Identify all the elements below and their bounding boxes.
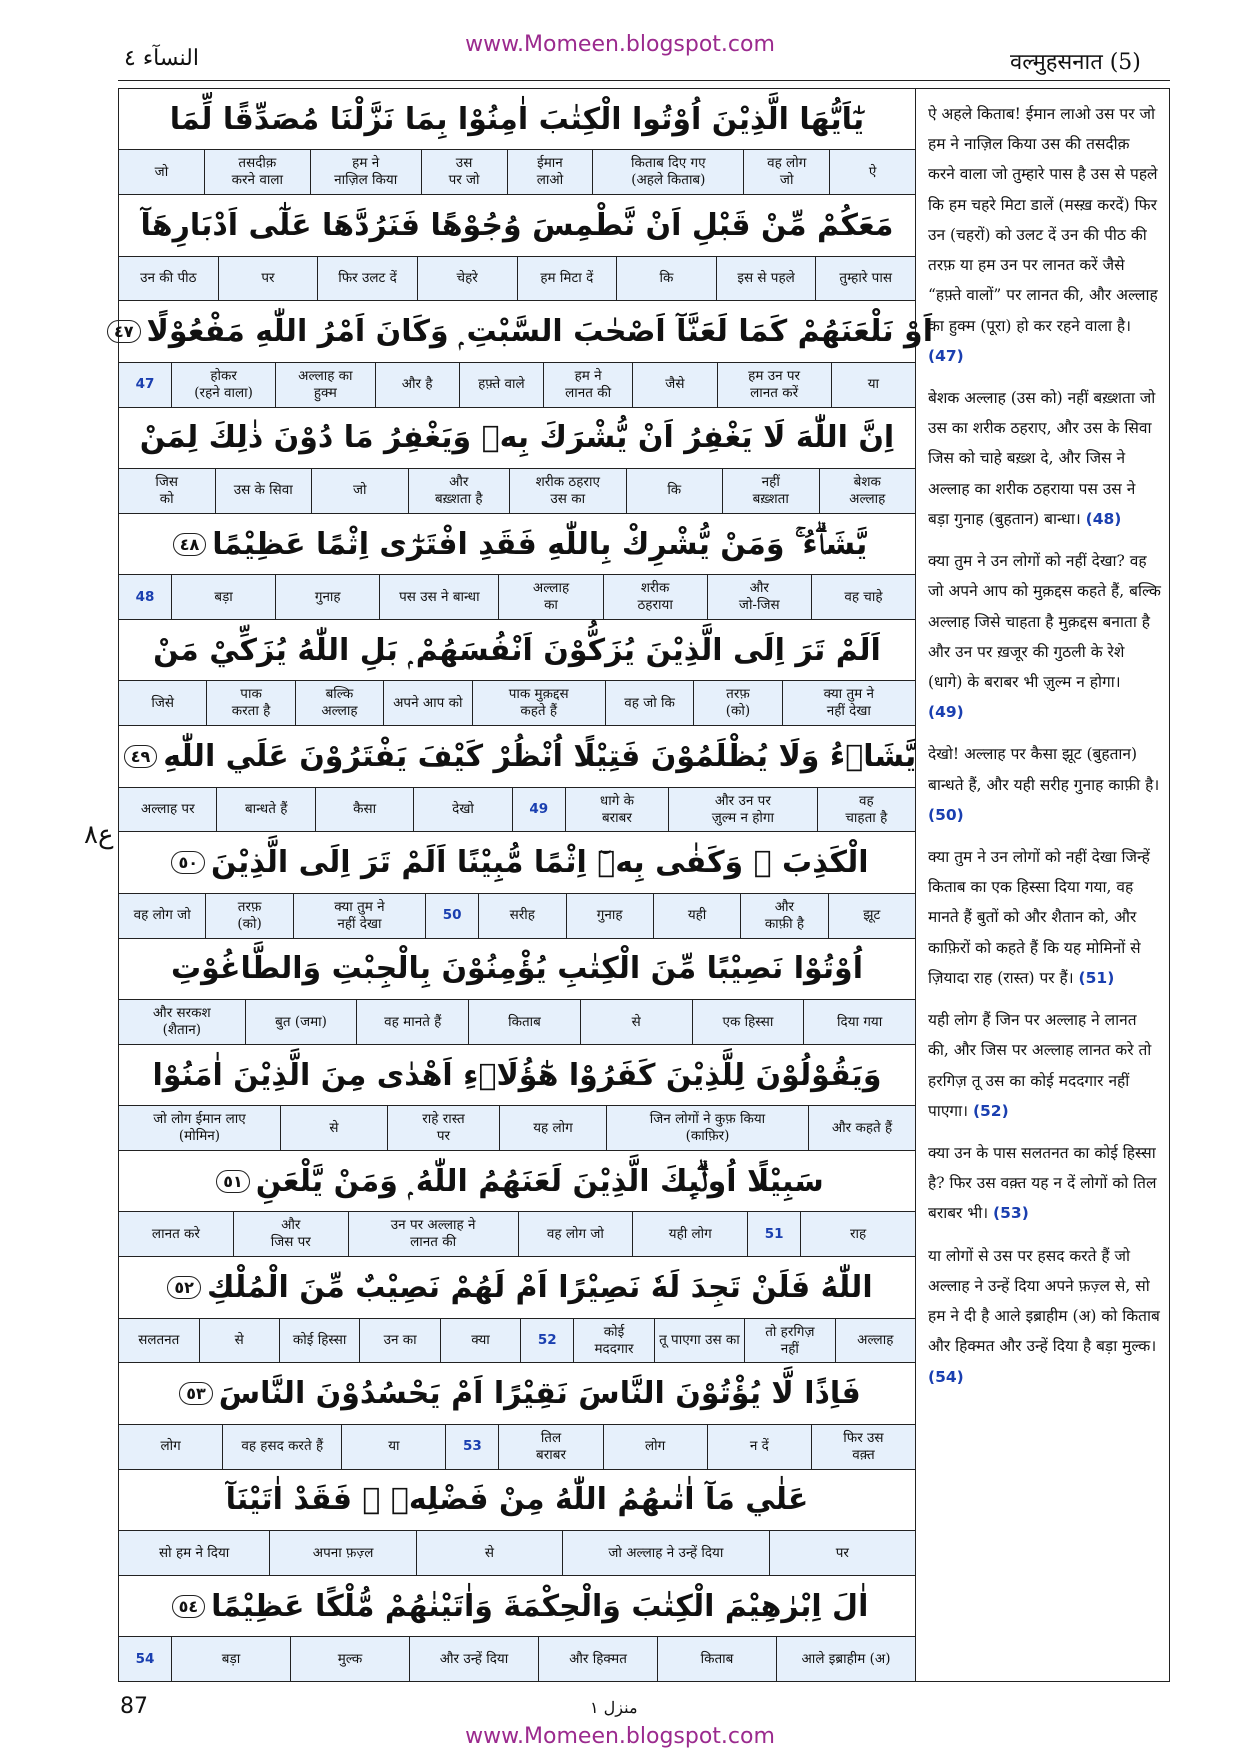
meaning-cell: वह हसद करते हैं xyxy=(222,1425,341,1469)
meaning-cell: और सरकश (शैतान) xyxy=(152,1005,211,1038)
meaning-cell: इस से पहले xyxy=(716,257,816,301)
page-number: 87 xyxy=(120,1694,148,1719)
meaning-cell: जो लोग ईमान लाए (मोमिन) xyxy=(153,1111,246,1145)
translation-paragraph xyxy=(928,1005,1161,1126)
meaning-cell: उस पर जो xyxy=(421,150,507,194)
meaning-cell: अल्लाह का xyxy=(498,575,602,619)
meaning-cell: किताब xyxy=(657,1637,776,1681)
arabic-line xyxy=(119,620,915,681)
arabic-line xyxy=(119,514,915,575)
arabic-line xyxy=(119,1470,915,1531)
meaning-cell: और कहते हैं xyxy=(808,1106,915,1150)
meaning-row xyxy=(119,1106,915,1151)
verse-number: (48) xyxy=(1085,509,1122,528)
arabic-line xyxy=(119,1257,915,1318)
meaning-cell: सरीह xyxy=(478,894,565,938)
meaning-cell: किताब xyxy=(468,1000,580,1044)
translation-paragraph xyxy=(928,842,1161,993)
arabic-line xyxy=(119,1045,915,1106)
meaning-cell: तरफ़ (को) xyxy=(205,894,292,938)
meaning-cell: तो हरगिज़ नहीं xyxy=(744,1319,834,1363)
ayah-marker: ٥٢ xyxy=(167,1276,201,1299)
meaning-cell: वह लोग जो xyxy=(743,150,829,194)
arabic-line xyxy=(119,832,915,893)
ayah-marker: ٥٤ xyxy=(172,1595,206,1618)
meaning-cell: बेशक अल्लाह xyxy=(819,469,916,513)
arabic-text: اَوْ نَلْعَنَهُمْ كَمَا لَعَنَّآ اَصْحٰبَ السَّبْتِ ۭ وَكَانَ اَمْرُ اللّٰهِ مَفْعُوْلًا xyxy=(146,314,933,350)
meaning-cell: पर xyxy=(218,257,318,301)
arabic-text: الْكَذِبَ ۭ وَكَفٰى بِهٖٓ اِثْمًا مُّبِيْنًا اَلَمْ تَرَ اِلَى الَّذِيْنَ xyxy=(211,845,869,881)
meaning-cell: और उन्हें दिया xyxy=(409,1637,538,1681)
word-by-word-grid xyxy=(114,88,933,1682)
meaning-cell: लानत करे xyxy=(151,1225,200,1242)
meaning-cell: आले इब्राहीम (अ) xyxy=(776,1637,915,1681)
manzil-label: منزل ١ xyxy=(590,1698,638,1717)
meaning-cell: क्या तुम ने नहीं देखा xyxy=(293,894,425,938)
arabic-text: يَّشَاۗءُ ۚ وَمَنْ يُّشْرِكْ بِاللّٰهِ فَقَدِ افْتَرٰٓى اِثْمًا عَظِيْمًا xyxy=(212,526,868,562)
ruku-mark: ع٨ xyxy=(84,820,114,850)
meaning-cell: जैसे xyxy=(632,363,716,407)
verse-number: (53) xyxy=(993,1204,1029,1223)
meaning-cell: शरीक ठहराया xyxy=(603,575,707,619)
ayah-number-cell: 54 xyxy=(135,1650,155,1667)
ayah-marker: ٤٩ xyxy=(124,745,158,768)
meaning-row xyxy=(119,788,915,833)
ayah-marker: ٥٣ xyxy=(179,1382,213,1405)
meaning-cell: और जो-जिस xyxy=(707,575,811,619)
arabic-line xyxy=(119,1363,915,1424)
meaning-cell: उस के सिवा xyxy=(215,469,312,513)
meaning-cell: बड़ा xyxy=(171,575,275,619)
meaning-cell: कि xyxy=(626,469,723,513)
translation-column xyxy=(916,88,1170,1682)
meaning-cell: और उन पर ज़ुल्म न होगा xyxy=(668,788,816,832)
meaning-cell: फिर उलट दें xyxy=(317,257,417,301)
meaning-cell: यह लोग xyxy=(499,1106,606,1150)
ayah-marker: ٥١ xyxy=(216,1170,250,1193)
meaning-row xyxy=(119,894,915,939)
meaning-cell: हम ने नाज़िल किया xyxy=(310,150,421,194)
meaning-cell: शरीक ठहराए उस का xyxy=(509,469,626,513)
meaning-cell: अपने आप को xyxy=(383,681,471,725)
translation-paragraph xyxy=(928,99,1161,371)
meaning-cell: पर xyxy=(769,1531,915,1575)
arabic-line xyxy=(119,1576,915,1637)
meaning-cell: वह चाहता है xyxy=(817,788,915,832)
meaning-cell: एक हिस्सा xyxy=(692,1000,804,1044)
arabic-text: سَبِيْلًا اُولٰۗىِٕكَ الَّذِيْنَ لَعَنَهُمُ اللّٰهُ ۭ وَمَنْ يَّلْعَنِ xyxy=(255,1163,824,1199)
meaning-cell: हम उन पर लानत करें xyxy=(717,363,831,407)
ayah-number-cell: 51 xyxy=(747,1212,800,1256)
header-url: www.Momeen.blogspot.com xyxy=(465,32,775,57)
arabic-text: وَيَقُوْلُوْنَ لِلَّذِيْنَ كَفَرُوْا هٰٓؤُلَاۗءِ اَهْدٰى مِنَ الَّذِيْنَ اٰمَنُوْا xyxy=(152,1057,882,1093)
juz-title: वल्मुहसनात (5) xyxy=(1010,50,1141,75)
arabic-line xyxy=(119,726,915,787)
meaning-row xyxy=(119,575,915,620)
meaning-cell: धागे के बराबर xyxy=(565,788,668,832)
arabic-line xyxy=(119,1151,915,1212)
ayah-number-cell: 48 xyxy=(135,588,155,605)
meaning-cell: हम मिटा दें xyxy=(517,257,617,301)
meaning-cell: कोई मददगार xyxy=(573,1319,653,1363)
meaning-row xyxy=(119,1425,915,1470)
arabic-text: اَلَمْ تَرَ اِلَى الَّذِيْنَ يُزَكُّوْنَ اَنْفُسَھُمْ ۭ بَلِ اللّٰهُ يُزَكِّيْ مَنْ xyxy=(153,632,881,668)
verse-number: (54) xyxy=(928,1367,964,1386)
ayah-number-cell: 50 xyxy=(425,894,478,938)
meaning-cell: जिसे xyxy=(151,694,174,711)
meaning-cell: यही xyxy=(653,894,740,938)
meaning-cell: वह लोग जो xyxy=(133,907,191,924)
meaning-cell: फिर उस वक़्त xyxy=(811,1425,915,1469)
meaning-row xyxy=(119,363,915,408)
meaning-cell: पाक मुक़द्दस कहते हैं xyxy=(472,681,605,725)
meaning-cell: ऐ xyxy=(829,150,915,194)
verse-number: (51) xyxy=(1078,968,1115,987)
meaning-cell: और है xyxy=(375,363,459,407)
meaning-cell: बुत (जमा) xyxy=(245,1000,357,1044)
meaning-cell: और जिस पर xyxy=(233,1212,348,1256)
meaning-cell: से xyxy=(280,1106,387,1150)
ayah-number-cell: 47 xyxy=(135,376,155,393)
meaning-cell: वह जो कि xyxy=(605,681,693,725)
arabic-text: اُوْتُوْا نَصِيْبًا مِّنَ الْكِتٰبِ يُؤْمِنُوْنَ بِالْجِبْتِ وَالطَّاغُوْتِ xyxy=(171,951,863,987)
meaning-cell: जो xyxy=(311,469,408,513)
translation-text: यही लोग हैं जिन पर अल्लाह ने लानत की, और जिस पर अल्लाह लानत करे तो हरगिज़ तू उस का कोई मददगार नहीं पाएगा। xyxy=(928,1011,1152,1120)
meaning-cell: ईमान लाओ xyxy=(507,150,593,194)
meaning-cell: कैसा xyxy=(315,788,413,832)
arabic-text: اِنَّ اللّٰهَ لَا يَغْفِرُ اَنْ يُّشْرَكَ بِهٖ وَيَغْفِرُ مَا دُوْنَ ذٰلِكَ لِمَنْ xyxy=(139,420,895,456)
translation-paragraph xyxy=(928,546,1161,727)
meaning-cell: कि xyxy=(616,257,716,301)
arabic-text: مَعَكُمْ مِّنْ قَبْلِ اَنْ نَّطْمِسَ وُجُوْهًا فَنَرُدَّهَا عَلٰٓى اَدْبَارِهَآ xyxy=(140,207,894,243)
meaning-cell: अल्लाह पर xyxy=(140,801,195,818)
meaning-cell: अपना फ़ज़्ल xyxy=(269,1531,415,1575)
meaning-cell: लोग xyxy=(603,1425,707,1469)
meaning-row xyxy=(119,1212,915,1257)
meaning-row xyxy=(119,150,915,195)
translation-text: देखो! अल्लाह पर कैसा झूट (बुहतान) बान्धते हैं, और यही सरीह गुनाह काफ़ी है। xyxy=(928,745,1160,794)
meaning-cell: वह लोग जो xyxy=(518,1212,633,1256)
meaning-cell: पाक करता है xyxy=(206,681,294,725)
meaning-cell: वह चाहे xyxy=(811,575,915,619)
ayah-number-cell: 53 xyxy=(445,1425,498,1469)
meaning-cell: या xyxy=(341,1425,445,1469)
arabic-line xyxy=(119,195,915,256)
meaning-cell: राह xyxy=(800,1212,915,1256)
meaning-cell: जिस को xyxy=(155,474,179,507)
header-rule xyxy=(118,80,1170,81)
arabic-text: اللّٰهُ فَلَنْ تَجِدَ لَهٗ نَصِيْرًا اَمْ لَھُمْ نَصِيْبٌ مِّنَ الْمُلْكِ xyxy=(206,1269,873,1305)
meaning-cell: यही लोग xyxy=(632,1212,747,1256)
meaning-cell: उन की पीठ xyxy=(140,270,197,287)
ayah-number-cell: 49 xyxy=(512,788,565,832)
meaning-row xyxy=(119,1000,915,1045)
meaning-cell: बान्धते हैं xyxy=(216,788,314,832)
meaning-cell: गुनाह xyxy=(275,575,379,619)
meaning-cell: अल्लाह का हुक्म xyxy=(275,363,374,407)
meaning-row xyxy=(119,1319,915,1364)
meaning-cell: मुल्क xyxy=(290,1637,409,1681)
meaning-cell: उन पर अल्लाह ने लानत की xyxy=(348,1212,518,1256)
meaning-cell: जो अल्लाह ने उन्हें दिया xyxy=(562,1531,768,1575)
translation-paragraph xyxy=(928,739,1161,830)
meaning-row xyxy=(119,681,915,726)
meaning-cell: पस उस ने बान्धा xyxy=(379,575,498,619)
arabic-text: عَلٰي مَآ اٰتٰىھُمُ اللّٰهُ مِنْ فَضْلِهٖ ۚ فَقَدْ اٰتَيْنَآ xyxy=(225,1482,809,1518)
meaning-cell: से xyxy=(580,1000,692,1044)
arabic-text: يٰٓاَيُّهَا الَّذِيْنَ اُوْتُوا الْكِتٰبَ اٰمِنُوْا بِمَا نَزَّلْنَا مُصَدِّقًا لِّمَا xyxy=(169,101,865,137)
meaning-cell: क्या तुम ने नहीं देखा xyxy=(782,681,915,725)
translation-paragraph xyxy=(928,1138,1161,1229)
meaning-cell: से xyxy=(416,1531,562,1575)
meaning-row xyxy=(119,469,915,514)
meaning-cell: तसदीक़ करने वाला xyxy=(204,150,310,194)
translation-text: क्या तुम ने उन लोगों को नहीं देखा? वह जो अपने आप को मुक़द्दस कहते हैं, बल्कि अल्लाह जिसे चाहता है मुक़द्दस बनाता है और उन पर ख़जूर की गुठली के रेशे (धागे) के बराबर भी ज़ुल्म न होगा। xyxy=(928,552,1161,691)
meaning-row xyxy=(119,257,915,302)
meaning-cell: तू पाएगा उस का xyxy=(654,1319,744,1363)
meaning-cell: या xyxy=(831,363,915,407)
meaning-cell: राहे रास्त पर xyxy=(387,1106,499,1150)
arabic-text: يَّشَاۗءُ وَلَا يُظْلَمُوْنَ فَتِيْلًا اُنْظُرْ كَيْفَ يَفْتَرُوْنَ عَلَي اللّٰهِ xyxy=(163,738,917,774)
ayah-marker: ٥٠ xyxy=(171,851,205,874)
verse-number: (52) xyxy=(972,1101,1009,1120)
verse-number: (49) xyxy=(928,703,964,722)
meaning-cell: उन का xyxy=(359,1319,439,1363)
meaning-cell: और बख़्शता है xyxy=(408,469,510,513)
meaning-row xyxy=(119,1637,915,1681)
meaning-cell: देखो xyxy=(413,788,511,832)
translation-text: क्या उन के पास सलतनत का कोई हिस्सा है? फिर उस वक़्त यह न दें लोगों को तिल बराबर भी। xyxy=(928,1144,1157,1223)
meaning-cell: नहीं बख़्शता xyxy=(722,469,819,513)
meaning-cell: झूट xyxy=(828,894,915,938)
translation-paragraph xyxy=(928,383,1161,534)
meaning-cell: न दें xyxy=(707,1425,811,1469)
meaning-cell: गुनाह xyxy=(566,894,653,938)
meaning-cell: जो xyxy=(154,163,169,180)
meaning-cell: हफ़्ते वाले xyxy=(459,363,543,407)
meaning-cell: तुम्हारे पास xyxy=(815,257,915,301)
meaning-cell: होकर (रहने वाला) xyxy=(171,363,275,407)
arabic-text: اٰلَ اِبْرٰهِيْمَ الْكِتٰبَ وَالْحِكْمَةَ وَاٰتَيْنٰھُمْ مُّلْكًا عَظِيْمًا xyxy=(211,1588,869,1624)
meaning-cell: और काफ़ी है xyxy=(740,894,827,938)
meaning-cell: किताब दिए गए (अहले किताब) xyxy=(592,150,743,194)
footer-url: www.Momeen.blogspot.com xyxy=(465,1724,775,1749)
ayah-marker: ٤٧ xyxy=(107,320,141,343)
translation-text: बेशक अल्लाह (उस को) नहीं बख़्शता जो उस का शरीक ठहराए, और उस के सिवा जिस को चाहे बख़्श दे, और जिस ने अल्लाह का शरीक ठहराया पस उस ने बड़ा गुनाह (बुहतान) बान्धा। xyxy=(928,388,1156,528)
translation-text: या लोगों से उस पर हसद करते हैं जो अल्लाह ने उन्हें दिया अपने फ़ज़्ल से, सो हम ने दी है आले इब्राहीम (अ) को किताब और हिक्मत और उन्हें दिया है बड़ा मुल्क। xyxy=(928,1246,1160,1356)
ayah-number-cell: 52 xyxy=(520,1319,573,1363)
meaning-cell: बड़ा xyxy=(171,1637,290,1681)
arabic-text: فَاِذًا لَّا يُؤْتُوْنَ النَّاسَ نَقِيْرًا اَمْ يَحْسُدُوْنَ النَّاسَ xyxy=(218,1376,861,1412)
meaning-cell: सलतनत xyxy=(138,1332,180,1349)
arabic-line xyxy=(119,939,915,1000)
meaning-cell: चेहरे xyxy=(417,257,517,301)
meaning-cell: अल्लाह xyxy=(835,1319,915,1363)
arabic-line xyxy=(119,89,915,150)
verse-number: (47) xyxy=(928,346,964,365)
translation-text: क्या तुम ने उन लोगों को नहीं देखा जिन्हें किताब का एक हिस्सा दिया गया, वह मानते हैं बुतों को और शैतान को, और काफ़िरों को कहते हैं कि यह मोमिनों से ज़ियादा राह (रास्त) पर हैं। xyxy=(928,848,1150,987)
meaning-cell: हम ने लानत की xyxy=(543,363,632,407)
verse-number: (50) xyxy=(928,805,964,824)
meaning-cell: तिल बराबर xyxy=(498,1425,602,1469)
ayah-marker: ٤٨ xyxy=(173,533,207,556)
meaning-cell: क्या xyxy=(440,1319,520,1363)
translation-paragraph xyxy=(928,1241,1161,1392)
arabic-line xyxy=(114,301,933,362)
meaning-cell: बल्कि अल्लाह xyxy=(295,681,383,725)
surah-title: النسآء ٤ xyxy=(124,46,199,71)
meaning-cell: दिया गया xyxy=(803,1000,915,1044)
meaning-cell: सो हम ने दिया xyxy=(159,1544,230,1561)
meaning-cell: वह मानते हैं xyxy=(356,1000,468,1044)
arabic-line xyxy=(119,408,915,469)
meaning-cell: से xyxy=(199,1319,279,1363)
meaning-cell: जिन लोगों ने कुफ़ किया (काफ़िर) xyxy=(606,1106,808,1150)
meaning-row xyxy=(119,1531,915,1576)
meaning-cell: तरफ़ (को) xyxy=(693,681,781,725)
translation-text: ऐ अहले किताब! ईमान लाओ उस पर जो हम ने नाज़िल किया उस की तसदीक़ करने वाला जो तुम्हारे पास है उस से पहले कि हम चहरे मिटा डालें (मस्ख़ करदें) फिर उन (चहरों) को उलट दें उन की पीठ की तरफ़ या हम उन पर लानत करें जैसे “हफ़्ते वालों” पर लानत की, और अल्लाह का हुक्म (पूरा) हो कर रहने वाला है। xyxy=(928,105,1158,335)
meaning-cell: लोग xyxy=(160,1438,181,1455)
meaning-cell: कोई हिस्सा xyxy=(279,1319,359,1363)
meaning-cell: और हिक्मत xyxy=(538,1637,657,1681)
